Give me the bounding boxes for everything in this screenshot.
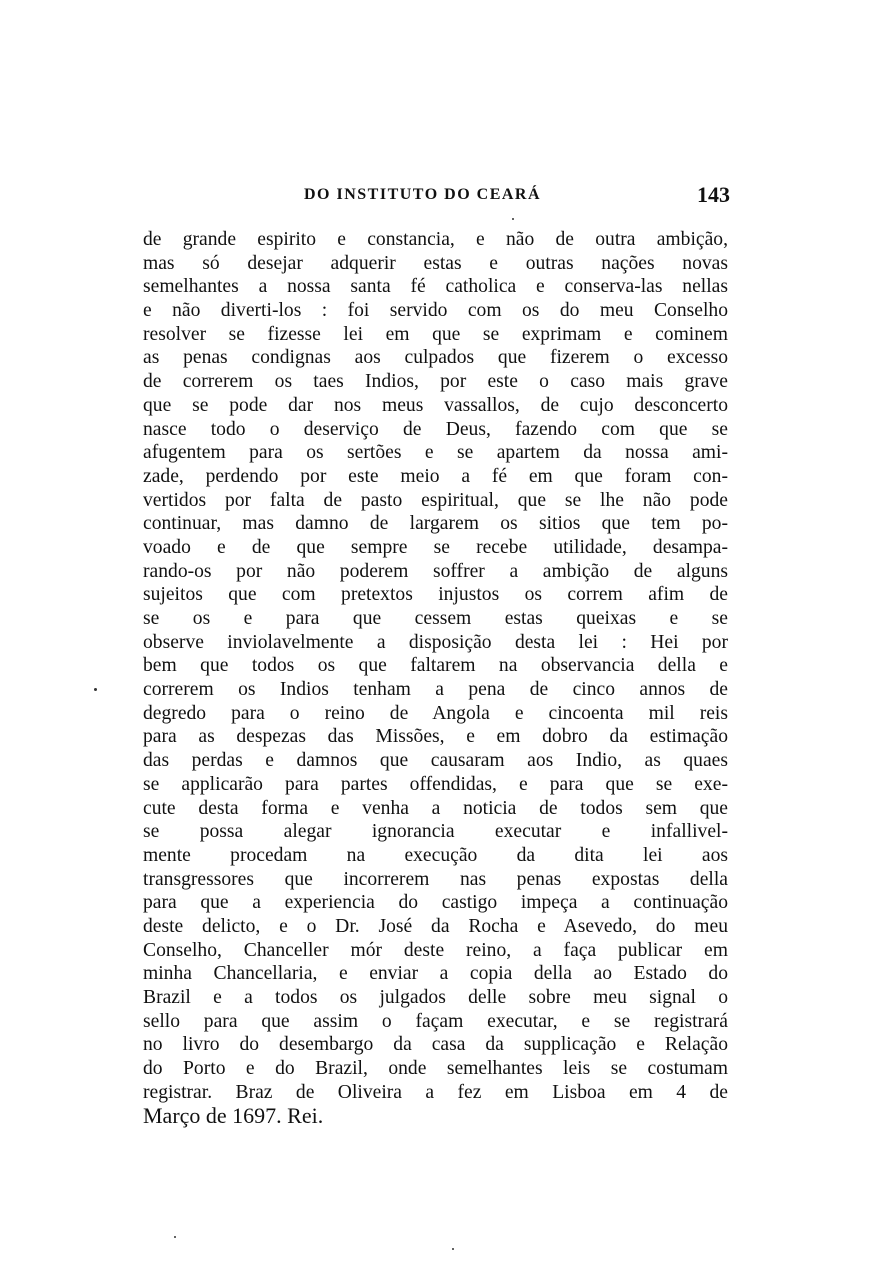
text-line: zade, perdendo por este meio a fé em que foram con- <box>143 465 728 487</box>
text-line: transgressores que incorrerem nas penas expostas della <box>143 868 728 890</box>
print-speck <box>94 688 97 691</box>
text-line: no livro do desembargo da casa da supplicação e Relação <box>143 1034 728 1056</box>
text-line: sujeitos que com pretextos injustos os correm afim de <box>143 584 728 606</box>
text-line: mas só desejar adquerir estas e outras nações novas <box>143 252 728 274</box>
text-line: de correrem os taes Indios, por este o caso mais grave <box>143 371 728 393</box>
text-line: das perdas e damnos que causaram aos Indio, as quaes <box>143 750 728 772</box>
text-line: bem que todos os que faltarem na observancia della e <box>143 655 728 677</box>
text-line: cute desta forma e venha a noticia de todos sem que <box>143 797 728 819</box>
text-line: e não diverti-los : foi servido com os do meu Conselho <box>143 300 728 322</box>
text-line: afugentem para os sertões e se apartem da nossa ami- <box>143 442 728 464</box>
text-line: se os e para que cessem estas queixas e se <box>143 608 728 629</box>
text-line: correrem os Indios tenham a pena de cinco annos de <box>143 679 728 701</box>
text-line: as penas condignas aos culpados que fizerem o excesso <box>143 347 728 369</box>
print-speck <box>174 1236 176 1238</box>
text-line: do Porto e do Brazil, onde semelhantes leis se costumam <box>143 1058 728 1080</box>
text-line: para as despezas das Missões, e em dobro da estimação <box>143 726 728 748</box>
text-line: rando-os por não poderem soffrer a ambição de alguns <box>143 560 728 582</box>
print-speck <box>452 1248 454 1250</box>
closing-line: Março de 1697. Rei. <box>143 1103 324 1129</box>
text-line: de grande espirito e constancia, e não de outra ambição, <box>143 229 728 250</box>
page-number: 143 <box>697 182 730 207</box>
running-title: DO INSTITUTO DO CEARÁ <box>304 186 542 203</box>
text-line: continuar, mas damno de largarem os sitios que tem po- <box>143 513 728 535</box>
text-line: mente procedam na execução da dita lei aos <box>143 844 728 866</box>
text-line: voado e de que sempre se recebe utilidade, desampa- <box>143 536 728 558</box>
text-line: registrar. Braz de Oliveira a fez em Lisboa em 4 de <box>143 1081 728 1103</box>
running-head <box>300 182 730 212</box>
text-line: se possa alegar ignorancia executar e infallivel- <box>143 821 728 843</box>
text-line: vertidos por falta de pasto espiritual, que se lhe não pode <box>143 489 728 511</box>
text-line: para que a experiencia do castigo impeça a continuação <box>143 892 728 914</box>
print-speck <box>512 218 514 220</box>
text-line: semelhantes a nossa santa fé catholica e conserva-las nellas <box>143 276 728 298</box>
text-line: sello para que assim o façam executar, e se registrará <box>143 1010 728 1032</box>
text-line: Conselho, Chanceller mór deste reino, a faça publicar em <box>143 939 728 961</box>
text-line: se applicarão para partes offendidas, e para que se exe- <box>143 773 728 795</box>
text-line: deste delicto, e o Dr. José da Rocha e Asevedo, do meu <box>143 915 728 937</box>
text-line: degredo para o reino de Angola e cincoenta mil reis <box>143 702 728 724</box>
body-text <box>143 228 728 1128</box>
text-line: resolver se fizesse lei em que se exprimam e cominem <box>143 323 728 345</box>
text-line: que se pode dar nos meus vassallos, de cujo desconcerto <box>143 394 728 416</box>
text-line: Brazil e a todos os julgados delle sobre meu signal o <box>143 987 728 1008</box>
text-line: nasce todo o deserviço de Deus, fazendo com que se <box>143 418 728 440</box>
text-line: observe inviolavelmente a disposição desta lei : Hei por <box>143 631 728 653</box>
text-line: minha Chancellaria, e enviar a copia della ao Estado do <box>143 963 728 985</box>
